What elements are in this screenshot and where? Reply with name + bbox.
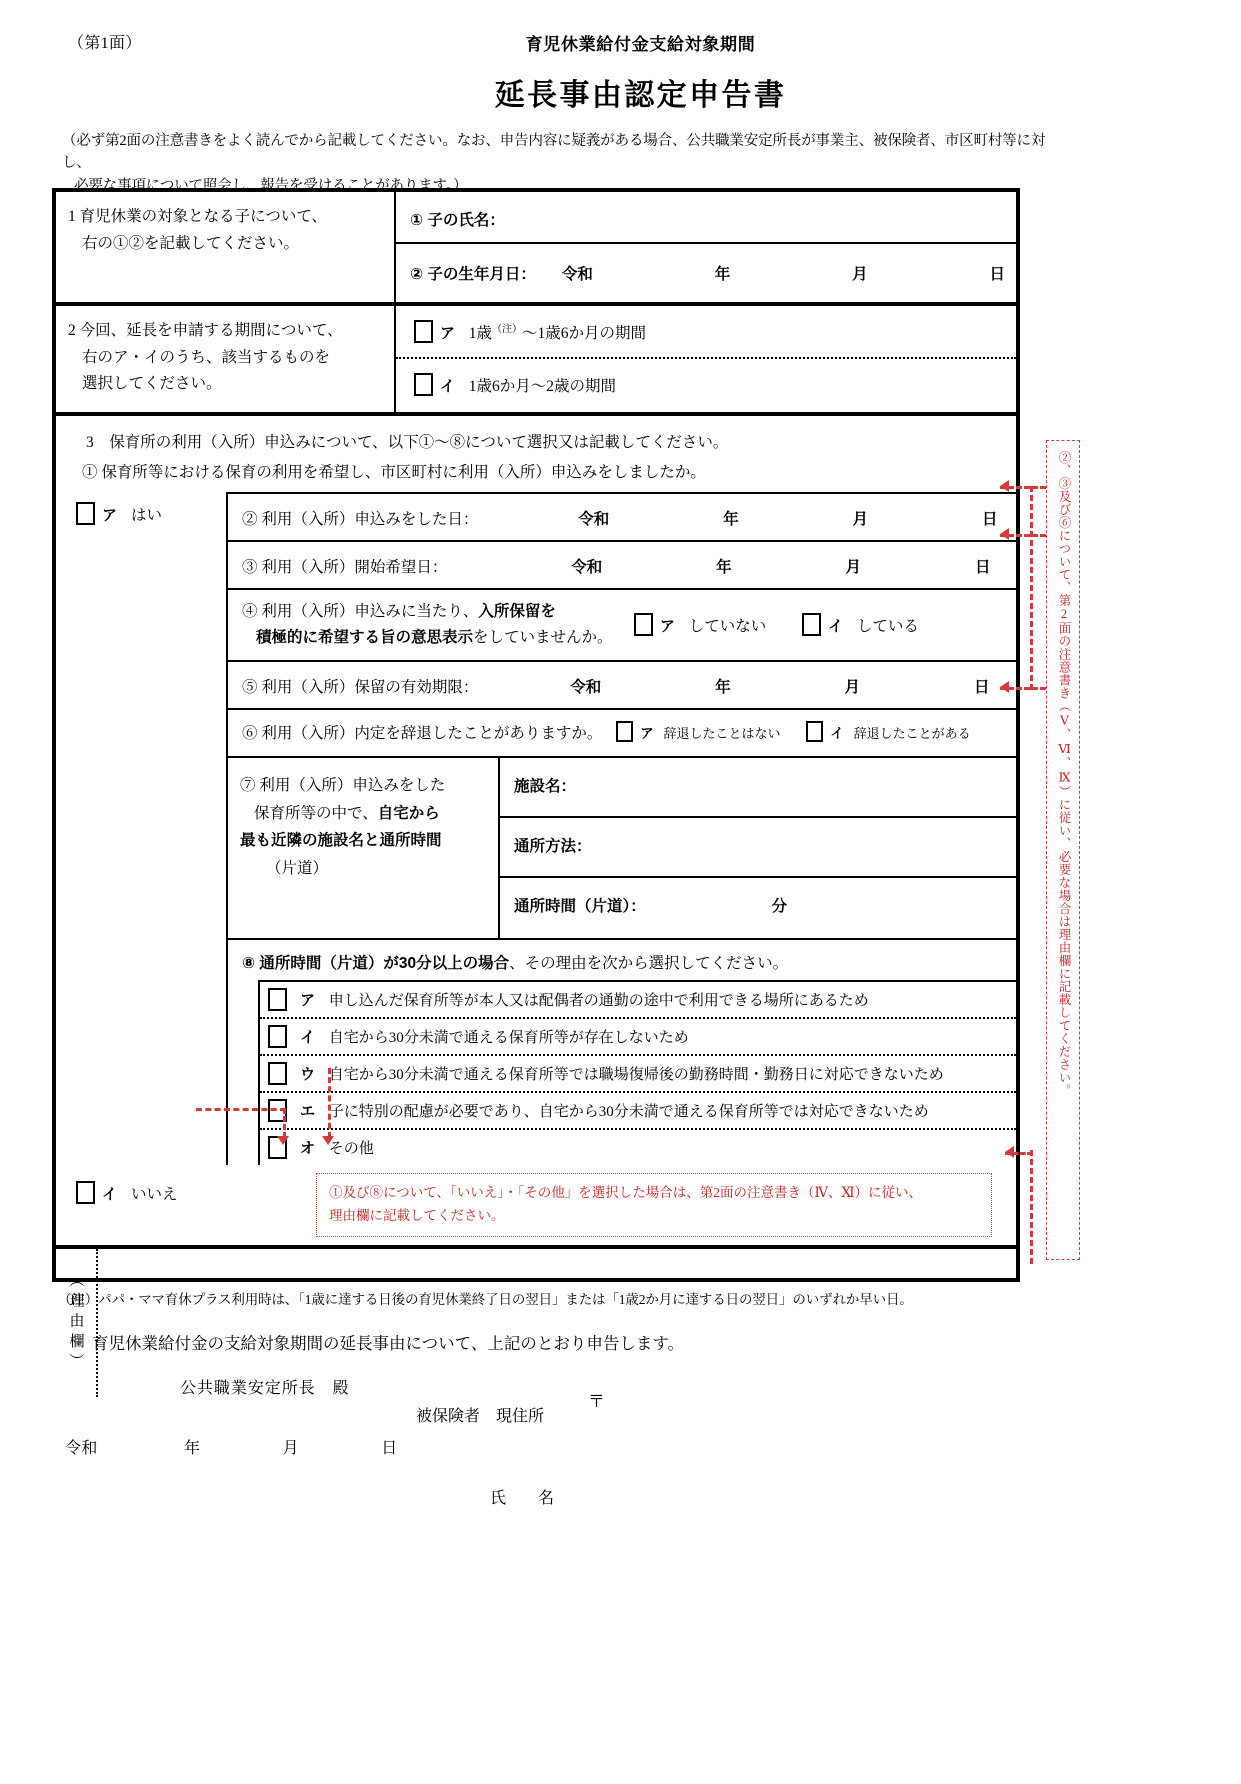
reason-field-label: （理由欄） xyxy=(56,1249,98,1397)
section-2-prompt xyxy=(56,306,396,412)
item-8-heading xyxy=(228,940,1016,980)
section-2-option-a-note-mark: （注） xyxy=(492,324,523,335)
item-8-option-b-kana: イ xyxy=(300,1029,316,1046)
item-6-option-a-label: 辞退したことはない xyxy=(663,726,781,741)
section-3-no-option[interactable] xyxy=(56,1165,306,1214)
item-6-declined-offer[interactable] xyxy=(228,710,1016,756)
item-8-option-d[interactable] xyxy=(260,1093,1016,1130)
section-3-no-row xyxy=(56,1165,1016,1245)
arrow-icon xyxy=(1000,480,1009,492)
submission-date[interactable] xyxy=(65,1435,398,1458)
section-2 xyxy=(56,306,1016,416)
child-name-label: ① 子の氏名： xyxy=(410,212,505,229)
section-2-options xyxy=(396,306,1016,412)
commute-time-field[interactable] xyxy=(500,878,1016,938)
section-2-prompt-line-2: 右のア・イのうち、該当するものを xyxy=(82,348,331,366)
arrow-icon xyxy=(1000,681,1009,693)
facility-name-field[interactable] xyxy=(500,758,1016,818)
reason-instruction-note xyxy=(316,1173,992,1237)
submission-date-year-unit: 年 xyxy=(183,1440,201,1457)
item-8-option-c[interactable] xyxy=(260,1056,1016,1093)
declaration-text: 育児休業給付金の支給対象期間の延長事由について、上記のとおり申告します。 xyxy=(92,1334,685,1353)
header-row xyxy=(0,30,1241,60)
connector-no-horizontal xyxy=(196,1108,286,1111)
item-8-reason-select xyxy=(228,938,1016,1165)
header-subtitle: 育児休業給付金支給対象期間 xyxy=(525,35,756,54)
item-4-option-a-label: していない xyxy=(688,618,767,635)
checkbox-icon[interactable] xyxy=(802,613,821,636)
checkbox-icon[interactable] xyxy=(76,1181,95,1204)
arrow-icon xyxy=(277,1136,289,1145)
section-1-fields xyxy=(396,192,1016,302)
child-dob-field[interactable] xyxy=(396,244,1016,302)
section-3-no-kana: イ xyxy=(102,1186,118,1203)
page-face-label: （第1面） xyxy=(68,35,142,52)
checkbox-icon[interactable] xyxy=(634,613,653,636)
item-7-label-line-1: ⑦ 利用（入所）申込みをした xyxy=(240,777,446,794)
item-3-desired-start-date[interactable] xyxy=(228,542,1016,590)
item-5-label: ⑤ 利用（入所）保留の有効期限： xyxy=(242,679,479,696)
section-2-option-a[interactable] xyxy=(396,306,1016,359)
child-dob-month-unit: 月 xyxy=(852,266,868,283)
section-2-option-a-text-pre: 1歳 xyxy=(468,325,493,343)
item-8-option-d-kana: エ xyxy=(300,1103,316,1120)
item-8-option-a[interactable] xyxy=(260,982,1016,1019)
connector-vertical-to-reason xyxy=(1030,1150,1033,1264)
checkbox-icon[interactable] xyxy=(414,320,433,343)
connector-no-vertical xyxy=(283,1108,286,1138)
section-1-prompt-line-1: 1 育児休業の対象となる子について、 xyxy=(68,208,328,225)
item-6-option-b-label: 辞退したことがある xyxy=(853,726,971,741)
item-2-era: 令和 xyxy=(578,511,610,528)
item-8-option-c-kana: ウ xyxy=(300,1066,316,1083)
section-3-yes-kana: ア xyxy=(102,507,118,524)
item-6-option-a-kana: ア xyxy=(640,726,654,741)
item-7-label-line-3: 最も近隣の施設名と通所時間 xyxy=(240,832,442,850)
commute-method-field[interactable] xyxy=(500,818,1016,878)
submission-date-era: 令和 xyxy=(65,1440,98,1457)
item-8-option-b[interactable] xyxy=(260,1019,1016,1056)
arrow-icon xyxy=(322,1136,334,1145)
section-2-option-b-kana: イ xyxy=(439,378,455,395)
connector-to-reason xyxy=(1005,1152,1033,1155)
reason-instruction-note-line-1: ①及び⑧について、「いいえ」・「その他」を選択した場合は、第2面の注意書き（Ⅳ、Ⅺ）に従い、 xyxy=(329,1185,923,1200)
child-dob-year-unit: 年 xyxy=(714,266,731,283)
item-4-label-line-2-bold: 積極的に希望する旨の意思表示 xyxy=(256,628,474,646)
intro-line-2: 必要な事項について照会し、報告を受けることがあります。） xyxy=(74,177,468,194)
side-vertical-note: ②、③及び⑥について、第2面の注意書き（Ⅴ、Ⅵ、Ⅸ）に従い、必要な場合は理由欄に記載してください。 xyxy=(1046,440,1080,1260)
item-5-era: 令和 xyxy=(570,679,602,696)
section-1 xyxy=(56,192,1016,306)
item-5-day-unit: 日 xyxy=(973,679,990,696)
section-3-heading: 3 保育所の利用（入所）申込みについて、以下①～⑧について選択又は記載してください。 xyxy=(86,434,729,451)
item-8-heading-normal: 、その理由を次から選択してください。 xyxy=(509,955,789,972)
insured-address-label: 被保険者 現住所 xyxy=(416,1408,545,1425)
child-name-field[interactable] xyxy=(396,192,1016,244)
item-2-label: ② 利用（入所）申込みをした日： xyxy=(242,511,479,528)
item-7-nearest-facility xyxy=(228,756,1016,938)
signature-name-label: 氏 名 xyxy=(490,1490,563,1507)
connector-vertical-right xyxy=(1030,486,1033,690)
item-5-reservation-expiry[interactable] xyxy=(228,662,1016,710)
reason-instruction-note-line-2: 理由欄に記載してください。 xyxy=(329,1207,505,1223)
child-dob-label: ② 子の生年月日： xyxy=(410,266,536,283)
item-8-options xyxy=(258,980,1016,1165)
section-3-body xyxy=(56,492,1016,1165)
section-2-option-a-kana: ア xyxy=(439,325,455,343)
section-2-option-b[interactable] xyxy=(396,359,1016,412)
item-2-year-unit: 年 xyxy=(723,511,739,528)
intro-line-1: （必ず第2面の注意書きをよく読んでから記載してください。なお、申告内容に疑義がある場合、公共職業安定所長が事業主、被保険者、市区町村等に対し、 xyxy=(62,133,1046,172)
item-4-label-line-1-bold: 入所保留を xyxy=(478,603,556,620)
item-8-heading-bold: ⑧ 通所時間（片道）が30分以上の場合 xyxy=(242,955,510,972)
connector-other-vertical xyxy=(328,1068,331,1138)
item-8-option-e-kana: オ xyxy=(300,1140,316,1157)
item-6-label: ⑥ 利用（入所）内定を辞退したことがありますか。 xyxy=(242,725,603,742)
item-8-option-d-label: 子に特別の配慮が必要であり、自宅から30分未満で通える保育所等では対応できないため xyxy=(328,1104,929,1120)
section-2-prompt-line-3: 選択してください。 xyxy=(82,375,222,393)
checkbox-icon[interactable] xyxy=(268,1062,287,1085)
item-8-option-e[interactable] xyxy=(260,1130,1016,1165)
commute-time-minutes-unit: 分 xyxy=(771,898,788,915)
item-2-month-unit: 月 xyxy=(852,511,869,528)
form-page xyxy=(0,30,1241,1784)
item-3-year-unit: 年 xyxy=(716,559,732,576)
section-3-items xyxy=(226,492,1016,1165)
postal-mark-icon: 〒 xyxy=(588,1392,605,1411)
arrow-icon xyxy=(1000,528,1009,540)
section-2-prompt-line-1: 2 今回、延長を申請する期間について、 xyxy=(68,322,343,339)
item-3-month-unit: 月 xyxy=(845,559,862,576)
item-7-label-line-4: （片道） xyxy=(266,859,329,877)
item-8-option-b-label: 自宅から30分未満で通える保育所等が存在しないため xyxy=(328,1030,689,1046)
item-3-label: ③ 利用（入所）開始希望日： xyxy=(242,559,448,576)
item-4-option-b-kana: イ xyxy=(828,618,844,635)
submission-date-month-unit: 月 xyxy=(282,1440,299,1457)
section-1-prompt xyxy=(56,192,396,302)
item-7-label-line-2-normal: 保育所等の中で、 xyxy=(254,804,378,822)
checkbox-icon[interactable] xyxy=(76,502,95,525)
checkbox-icon[interactable] xyxy=(806,721,823,742)
facility-name-label: 施設名： xyxy=(514,778,577,795)
item-4-reservation-intent[interactable] xyxy=(228,590,1016,662)
item-5-year-unit: 年 xyxy=(715,679,731,696)
checkbox-icon[interactable] xyxy=(268,988,287,1011)
section-3 xyxy=(56,416,1016,1245)
item-2-day-unit: 日 xyxy=(981,511,998,528)
commute-time-label: 通所時間（片道）： xyxy=(514,898,646,915)
section-3-yes-label: はい xyxy=(131,507,163,524)
checkbox-icon[interactable] xyxy=(616,721,633,742)
commute-method-label: 通所方法： xyxy=(514,838,592,855)
item-8-option-a-label: 申し込んだ保育所等が本人又は配偶者の通勤の途中で利用できる場所にあるため xyxy=(328,993,869,1009)
item-8-option-a-kana: ア xyxy=(300,992,316,1009)
page-title: 延長事由認定申告書 xyxy=(494,79,787,112)
child-dob-day-unit: 日 xyxy=(989,266,1005,283)
section-3-question-1: ① 保育所等における保育の利用を希望し、市区町村に利用（入所）申込みをしましたか。 xyxy=(82,464,706,481)
section-2-option-b-text: 1歳6か月～2歳の期間 xyxy=(468,378,617,395)
item-4-option-b-label: している xyxy=(856,618,919,635)
section-3-yes-option[interactable] xyxy=(56,492,226,1165)
checkbox-icon[interactable] xyxy=(268,1025,287,1048)
item-8-option-c-label: 自宅から30分未満で通える保育所等では職場復帰後の勤務時間・勤務日に対応できないため xyxy=(328,1067,944,1083)
item-6-option-b-kana: イ xyxy=(830,726,844,741)
section-1-prompt-line-2: 右の①②を記載してください。 xyxy=(82,234,300,252)
item-3-era: 令和 xyxy=(571,559,603,576)
item-5-month-unit: 月 xyxy=(844,679,861,696)
item-4-option-a-kana: ア xyxy=(659,618,675,635)
item-2-application-date[interactable] xyxy=(228,494,1016,542)
submission-date-day-unit: 日 xyxy=(381,1440,398,1457)
item-8-option-e-label: その他 xyxy=(328,1141,374,1157)
item-7-label-block xyxy=(228,758,500,938)
section-3-no-label: いいえ xyxy=(131,1186,178,1203)
item-7-fields xyxy=(500,758,1016,938)
hello-work-office-label: 公共職業安定所長 殿 xyxy=(180,1380,350,1397)
footnote: （注）パパ・ママ育休プラス利用時は、「1歳に達する日後の育児休業終了日の翌日」または「1歳2か月に達する日の翌日」のいずれか早い日。 xyxy=(58,1292,913,1307)
section-2-option-a-text-post: ～1歳6か月の期間 xyxy=(522,325,647,343)
item-7-label-line-2-bold: 自宅から xyxy=(377,804,440,822)
item-4-label-line-1-normal: ④ 利用（入所）申込みに当たり、 xyxy=(242,603,479,620)
item-4-label-line-2-normal: をしていませんか。 xyxy=(473,628,613,646)
child-dob-era: 令和 xyxy=(561,266,593,283)
checkbox-icon[interactable] xyxy=(414,373,433,396)
item-3-day-unit: 日 xyxy=(974,559,991,576)
